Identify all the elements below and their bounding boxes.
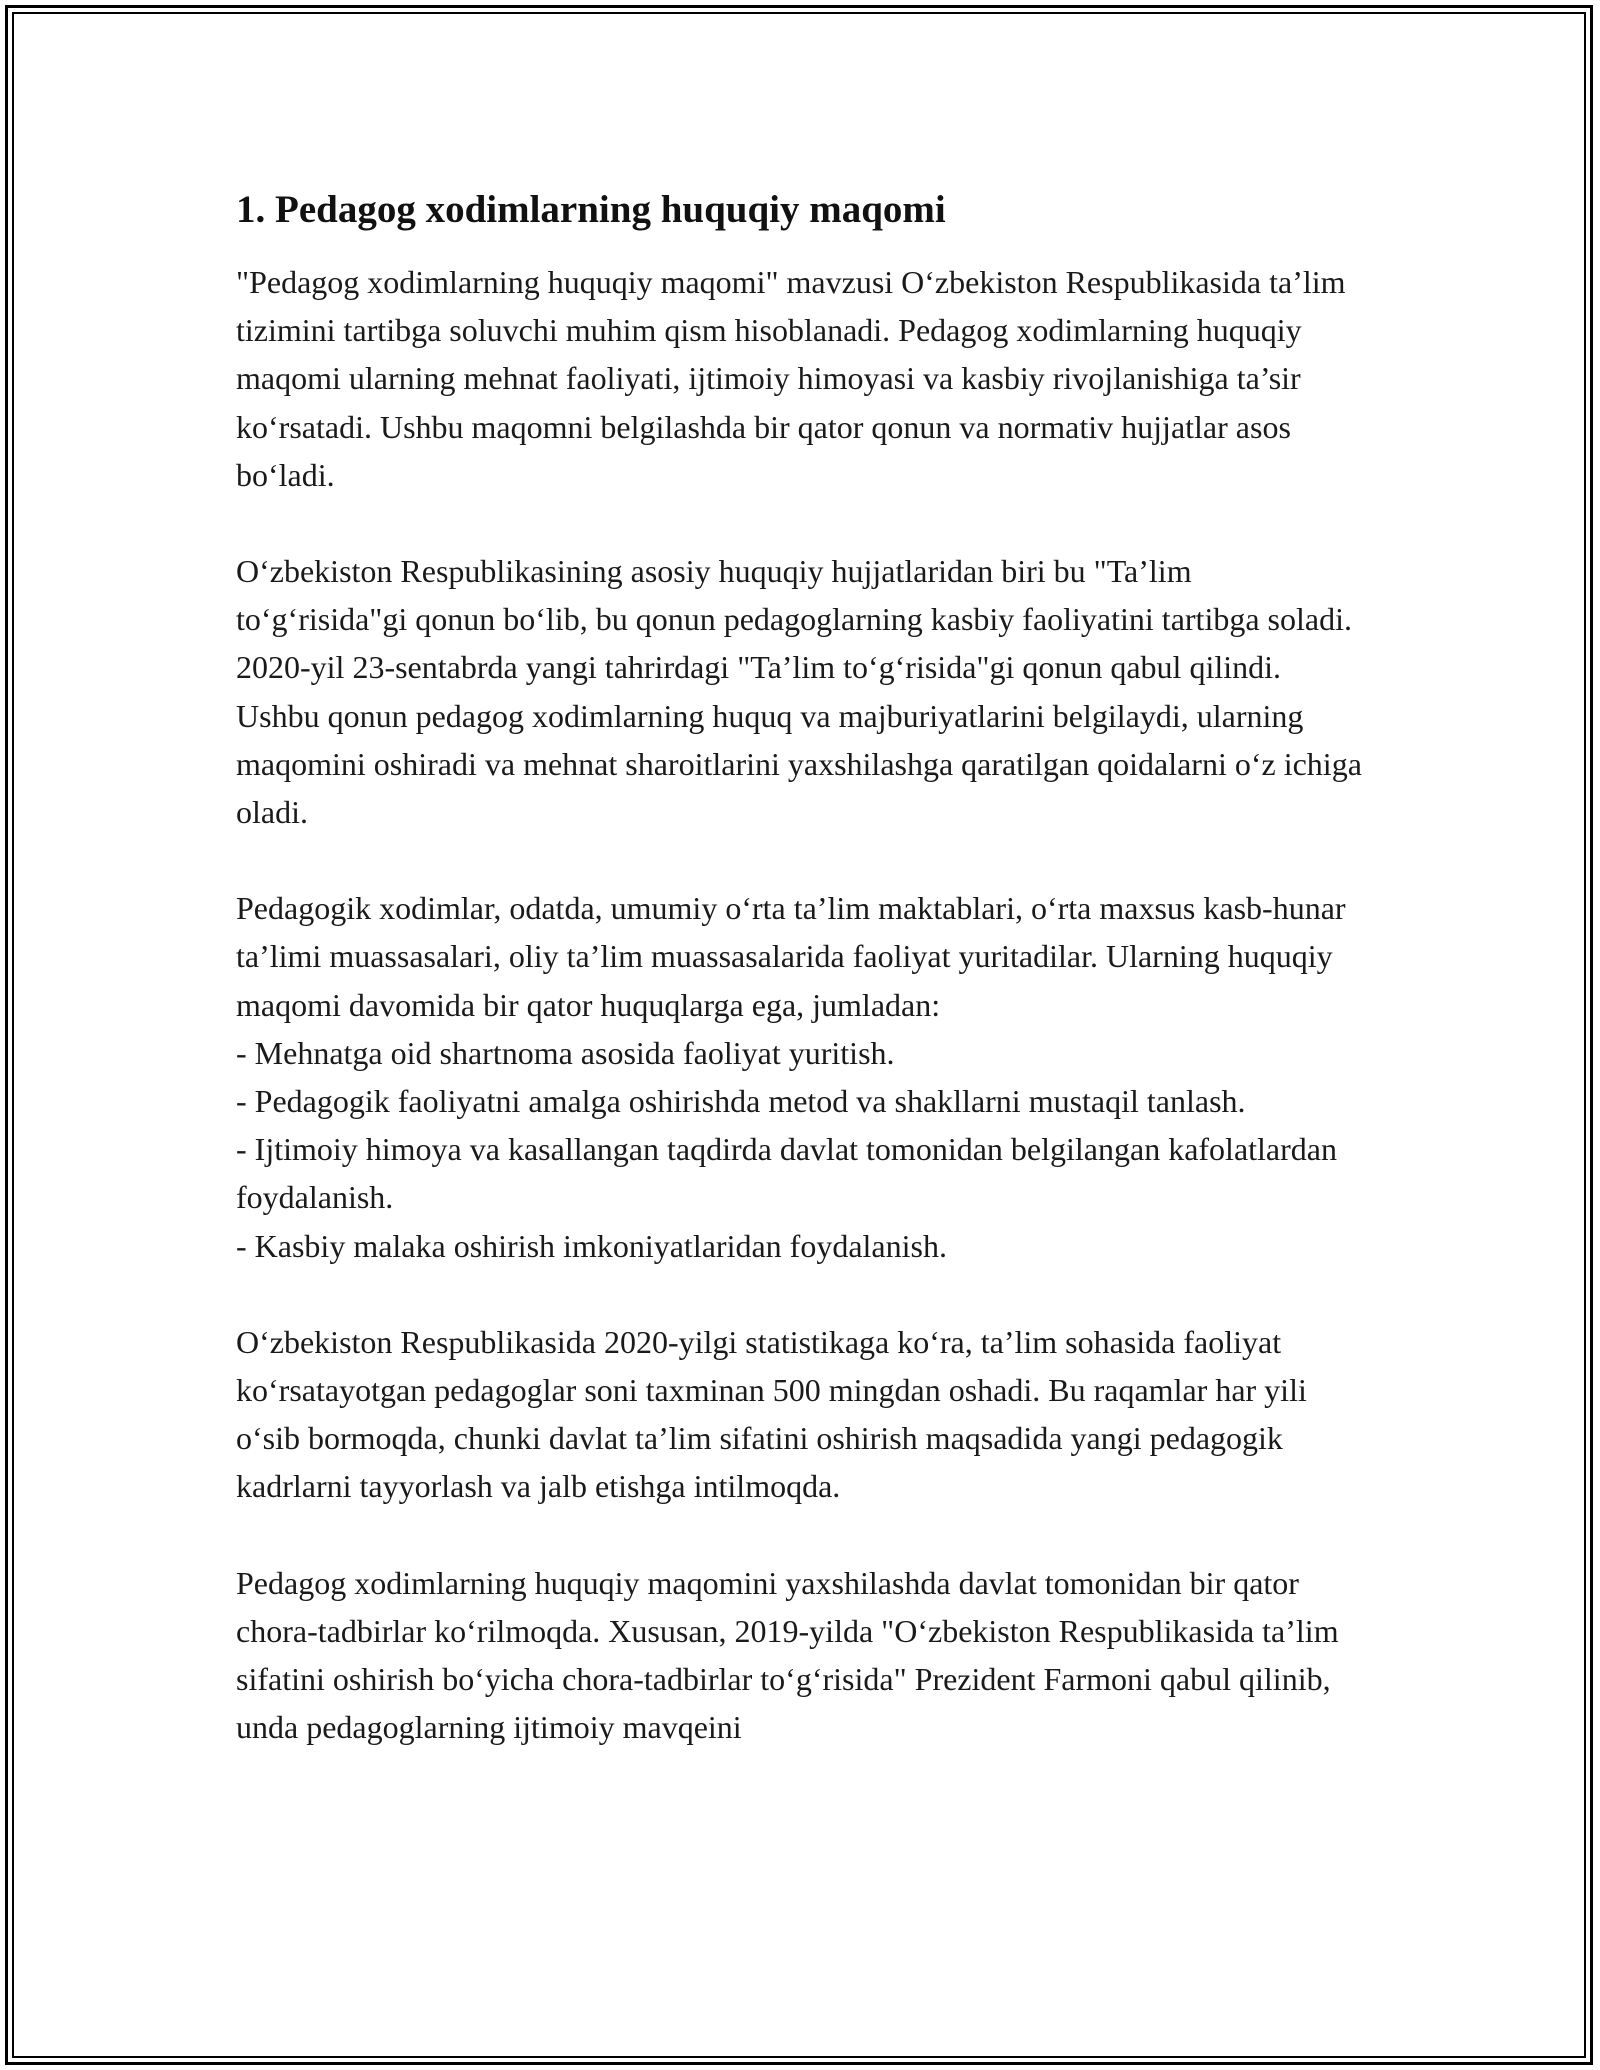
- section-heading: 1. Pedagog xodimlarning huquqiy maqomi: [236, 188, 946, 231]
- paragraph-law: O‘zbekiston Respublikasining asosiy huquqiy hujjatlaridan biri bu "Ta’lim to‘g‘risida"gi qonun bo‘lib, bu qonun pedagoglarning kasbiy faoliyatini tartibga soladi. 2020-yil 23-sentabrda yangi tahrirdagi "Ta’lim to‘g‘risida"gi qonun qabul qilindi. Ushbu qonun pedagog xodimlarning huquq va majburiyatlarini belgilaydi, ularning maqomini oshiradi va mehnat sharoitlarini yaxshilashga qaratilgan qoidalarni o‘z ichiga oladi.: [236, 553, 1362, 831]
- paragraph-measures: Pedagog xodimlarning huquqiy maqomini yaxshilashda davlat tomonidan bir qator chora-tadbirlar ko‘rilmoqda. Xususan, 2019-yilda "O‘zbekiston Respublikasida ta’lim sifatini oshirish bo‘yicha chora-tadbirlar to‘g‘risida" Prezident Farmoni qabul qilinib, unda pedagoglarning ijtimoiy mavqeini: [236, 1564, 1339, 1746]
- paragraph-rights-list: Pedagogik xodimlar, odatda, umumiy o‘rta ta’lim maktablari, o‘rta maxsus kasb-hunar ta’limi muassasalari, oliy ta’lim muassasalarida faoliyat yuritadilar. Ularning huquqiy maqomi davomida bir qator huquqlarga ega, jumladan: - Mehnatga oid shartnoma asosida faoliyat yuritish. - Pedagogik faoliyatni amalga oshirishda metod va shakllarni mustaqil tanlash. - Ijtimoiy himoya va kasallangan taqdirda davlat tomonidan belgilangan kafolatlardan foydalanish. - Kasbiy malaka oshirish imkoniyatlaridan foydalanish.: [236, 890, 1346, 1264]
- paragraph-statistics: O‘zbekiston Respublikasida 2020-yilgi statistikaga ko‘ra, ta’lim sohasida faoliyat ko‘rsatayotgan pedagoglar soni taxminan 500 mingdan oshadi. Bu raqamlar har yili o‘sib bormoqda, chunki davlat ta’lim sifatini oshirish maqsadida yangi pedagogik kadrlarni tayyorlash va jalb etishga intilmoqda.: [236, 1323, 1307, 1505]
- document-body: [236, 186, 1366, 1799]
- paragraph-intro: "Pedagog xodimlarning huquqiy maqomi" mavzusi O‘zbekiston Respublikasida ta’lim tizimini tartibga soluvchi muhim qism hisoblanadi. Pedagog xodimlarning huquqiy maqomi ularning mehnat faoliyati, ijtimoiy himoyasi va kasbiy rivojlanishiga ta’sir ko‘rsatadi. Ushbu maqomni belgilashda bir qator qonun va normativ hujjatlar asos bo‘ladi.: [236, 264, 1346, 493]
